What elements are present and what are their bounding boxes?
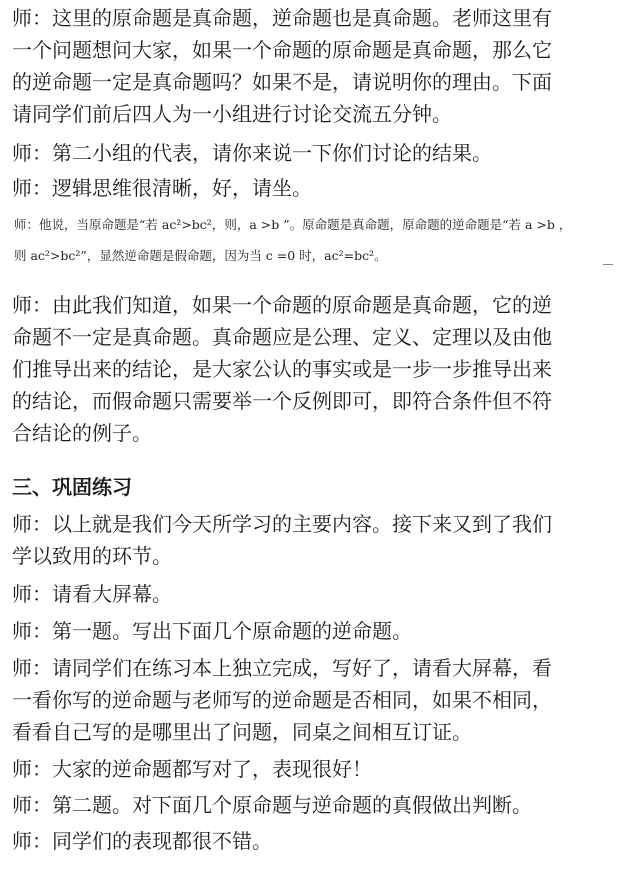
paragraph-question-one <box>12 615 610 647</box>
paragraph-look-screen <box>12 578 610 610</box>
text-line: 的结论，而假命题只需要举一个反例即可，即符合条件但不符 <box>12 389 552 413</box>
section-heading: 三、巩固练习 <box>12 475 132 499</box>
text-line: 师：同学们的表现都很不错。 <box>12 829 272 853</box>
text-line: 师：由此我们知道，如果一个命题的原命题是真命题，它的逆 <box>12 293 552 317</box>
text-line: 命题不一定是真命题。真命题应是公理、定义、定理以及由他 <box>12 325 552 349</box>
scan-edge-mark <box>603 264 613 265</box>
paragraph-praise <box>12 753 610 785</box>
text-line: 师：逻辑思维很清晰，好，请坐。 <box>12 176 312 200</box>
scanned-note-line: 则 ac²>bc²”，显然逆命题是假命题，因为当 c =0 时，ac²=bc²。 <box>14 248 387 263</box>
scanned-note-line: 师：他说，当原命题是“若 ac²>bc²，则，a >b ”。原命题是真命题，原命题的逆命题是“若 a >b ， <box>14 217 572 232</box>
text-line: 合结论的例子。 <box>12 421 152 445</box>
text-line: 请同学们前后四人为一小组进行讨论交流五分钟。 <box>12 102 452 126</box>
text-line: 的逆命题一定是真命题吗？如果不是，请说明你的理由。下面 <box>12 70 552 94</box>
text-line: 师：第一题。写出下面几个原命题的逆命题。 <box>12 619 412 643</box>
paragraph-final-praise <box>12 825 610 857</box>
scanned-note <box>0 212 619 276</box>
text-line: 一看你写的逆命题与老师写的逆命题是否相同，如果不相同， <box>12 688 552 712</box>
paragraph-conclusion <box>12 289 610 449</box>
text-line: 师：大家的逆命题都写对了，表现很好！ <box>12 757 372 781</box>
text-line: 一个问题想问大家，如果一个命题的原命题是真命题，那么它 <box>12 38 552 62</box>
paragraph-group-representative <box>12 137 610 169</box>
text-line: 们推导出来的结论，是大家公认的事实或是一步一步推导出来 <box>12 357 552 381</box>
text-line: 看看自己写的是哪里出了问题，同桌之间相互订证。 <box>12 720 472 744</box>
paragraph-logic-praise <box>12 172 610 204</box>
text-line: 师：第二题。对下面几个原命题与逆命题的真假做出判断。 <box>12 793 532 817</box>
text-line: 师：第二小组的代表，请你来说一下你们讨论的结果。 <box>12 141 492 165</box>
text-line: 师：以上就是我们今天所学习的主要内容。接下来又到了我们 <box>12 512 552 536</box>
text-line: 师：这里的原命题是真命题，逆命题也是真命题。老师这里有 <box>12 6 552 30</box>
text-line: 师：请看大屏幕。 <box>12 582 172 606</box>
paragraph-question-two <box>12 789 610 821</box>
paragraph-practice-intro <box>12 508 610 572</box>
text-line: 师：请同学们在练习本上独立完成，写好了，请看大屏幕，看 <box>12 656 552 680</box>
paragraph-teacher-question <box>12 2 610 130</box>
paragraph-independent-work <box>12 652 610 748</box>
text-line: 学以致用的环节。 <box>12 544 172 568</box>
